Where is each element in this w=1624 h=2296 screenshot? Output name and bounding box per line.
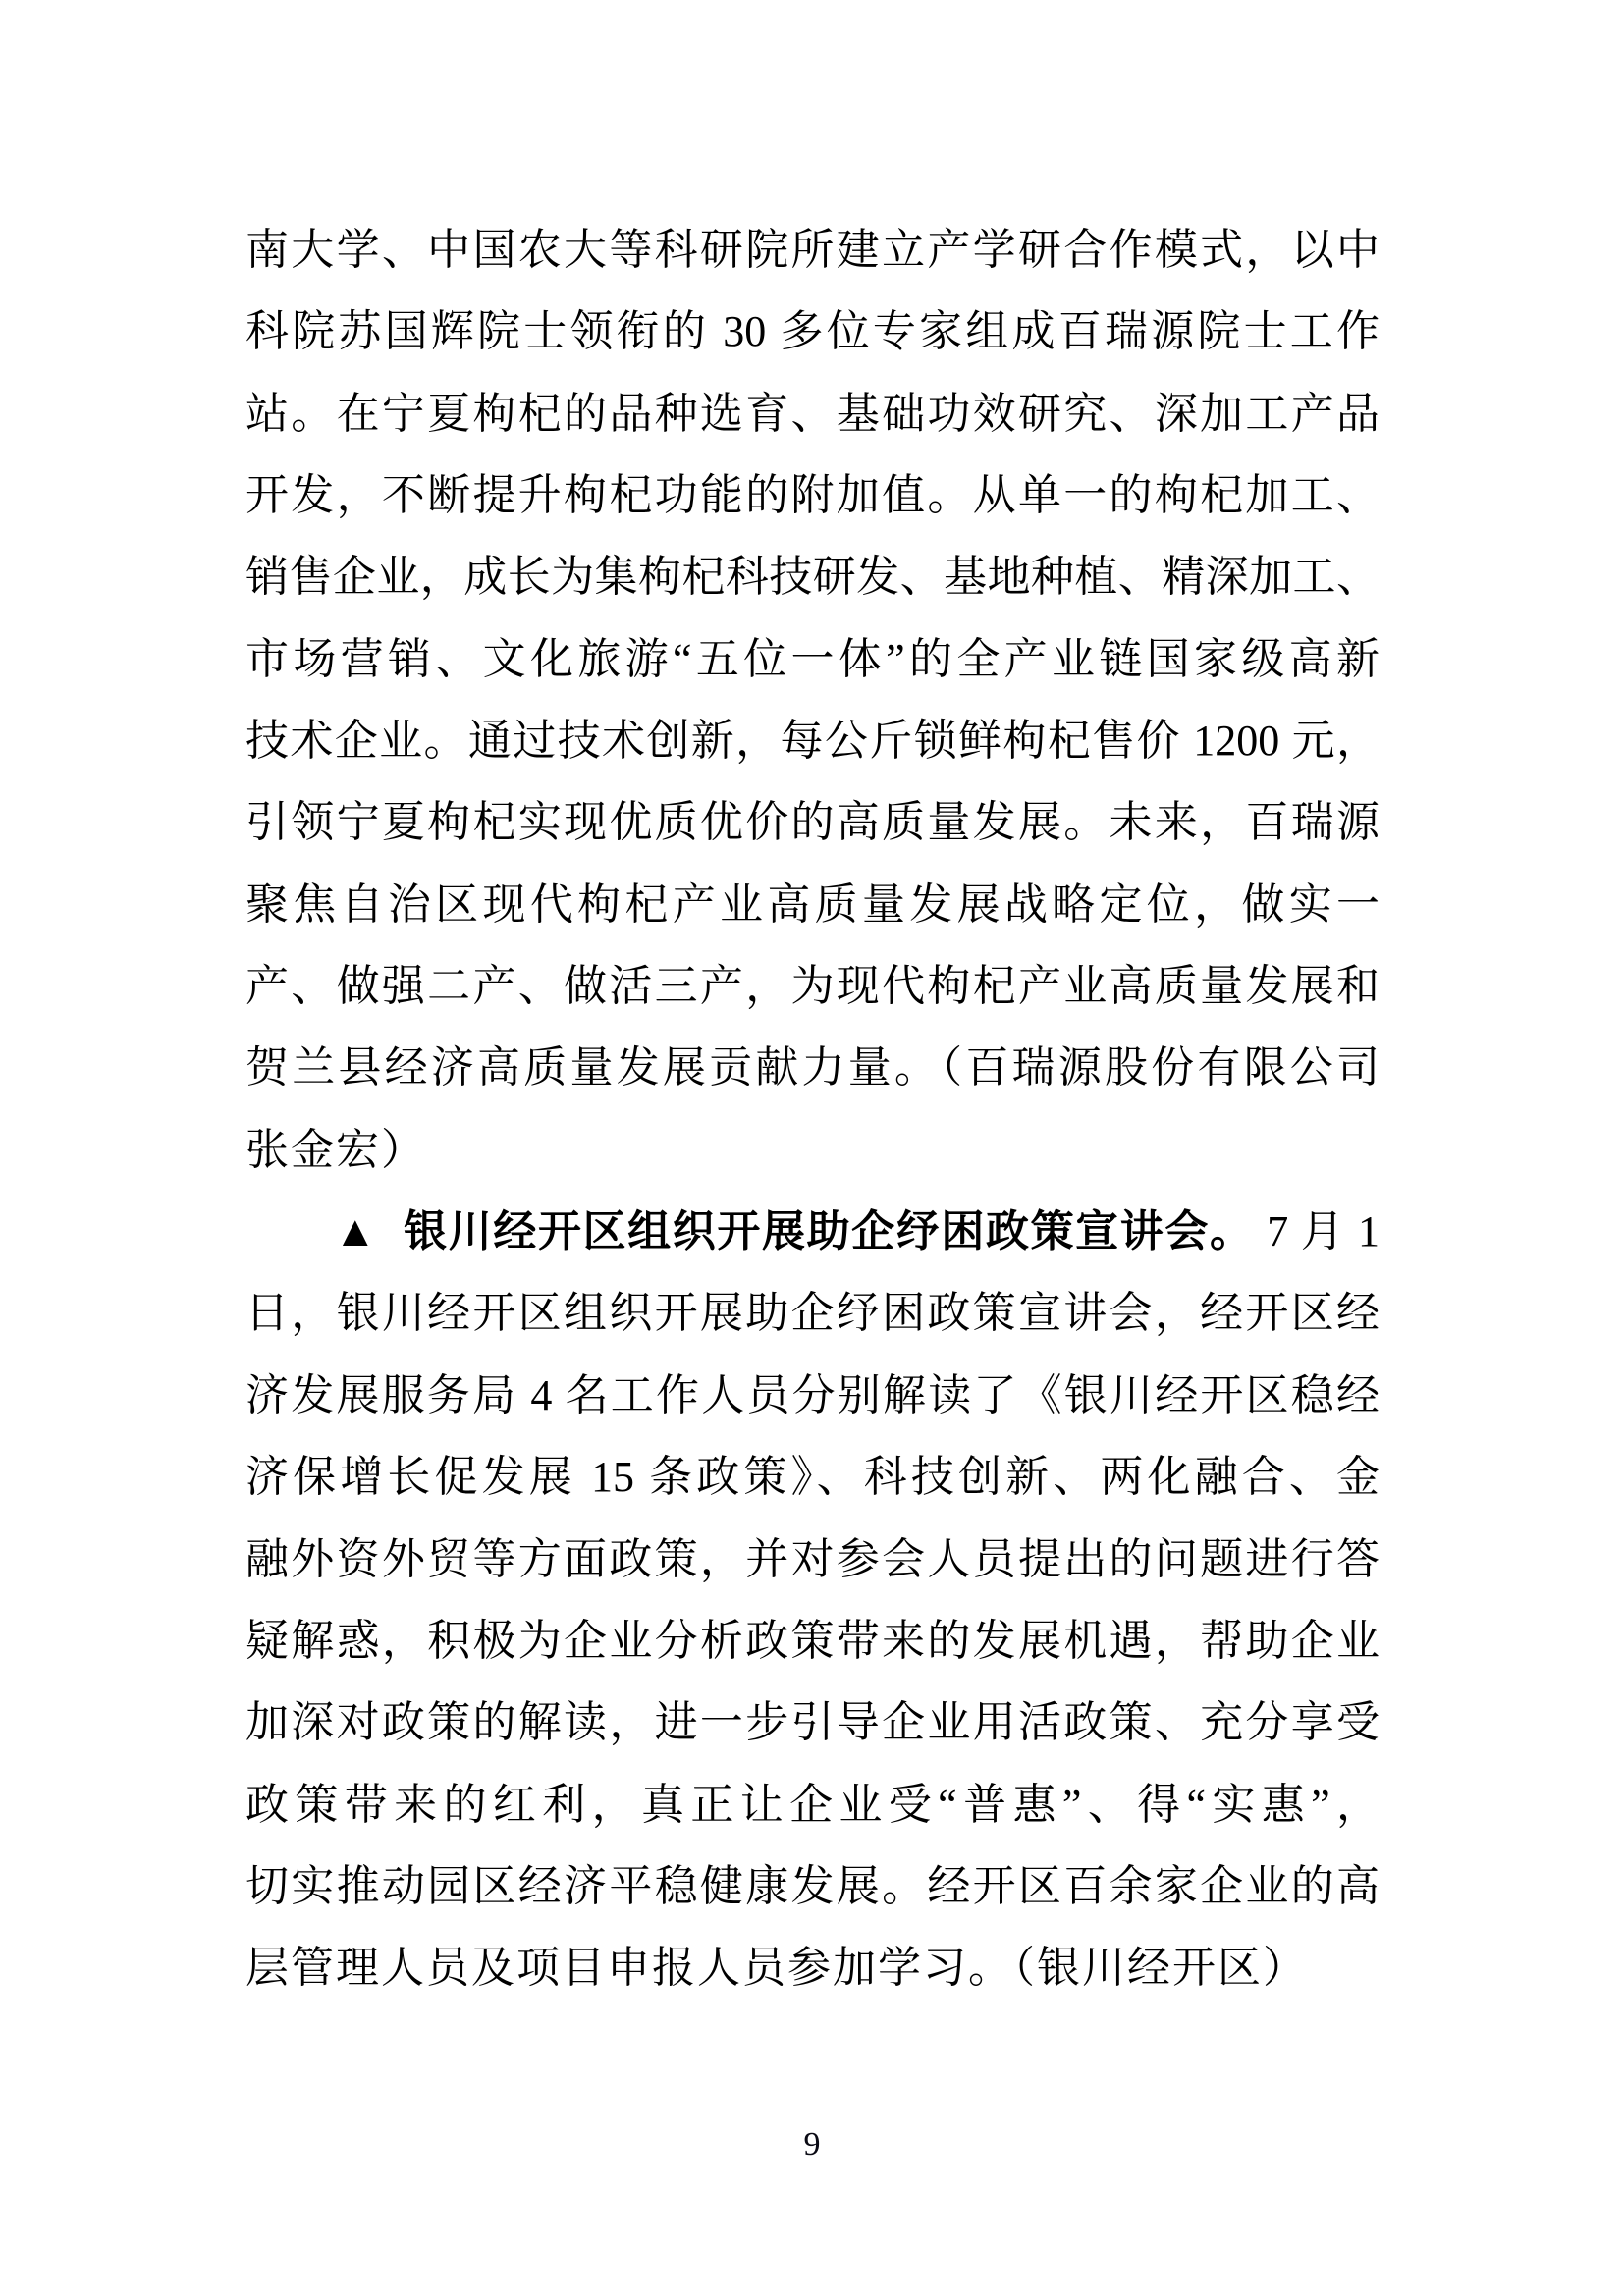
body-line: 融外资外贸等方面政策，并对参会人员提出的问题进行答 [245, 1534, 1380, 1583]
body-line: 科院苏国辉院士领衔的 30 多位专家组成百瑞源院士工作 [245, 307, 1380, 356]
bullet-triangle-icon: ▲ [334, 1207, 377, 1256]
heading-regular-text: 7 月 1 [1254, 1207, 1380, 1256]
body-line: 销售企业，成长为集枸杞科技研发、基地种植、精深加工、 [245, 553, 1380, 602]
heading-bold-text: 银川经开区组织开展助企纾困政策宣讲会。 [402, 1207, 1255, 1256]
body-line: 贺兰县经济高质量发展贡献力量。（百瑞源股份有限公司 [245, 1043, 1380, 1093]
body-line: 南大学、中国农大等科研院所建立产学研合作模式，以中 [245, 226, 1380, 274]
page-number: 9 [803, 2126, 821, 2163]
body-line: 政策带来的红利，真正让企业受“普惠”、得“实惠”， [245, 1780, 1380, 1829]
body-text-block [245, 209, 1380, 2009]
body-line: 聚焦自治区现代枸杞产业高质量发展战略定位，做实一 [245, 880, 1380, 929]
paragraph-end-line: 层管理人员及项目申报人员参加学习。（银川经开区） [245, 1944, 1308, 1993]
body-line: 济发展服务局 4 名工作人员分别解读了《银川经开区稳经 [245, 1370, 1380, 1419]
bullet-heading-line [245, 1191, 1380, 1272]
body-line: 产、做强二产、做活三产，为现代枸杞产业高质量发展和 [245, 962, 1380, 1011]
body-line: 站。在宁夏枸杞的品种选育、基础功效研究、深加工产品 [245, 389, 1380, 438]
body-line: 技术企业。通过技术创新，每公斤锁鲜枸杞售价 1200 元， [245, 717, 1380, 766]
body-line: 日，银川经开区组织开展助企纾困政策宣讲会，经开区经 [245, 1289, 1380, 1338]
body-line: 济保增长促发展 15 条政策》、科技创新、两化融合、金 [245, 1453, 1380, 1502]
paragraph-end-line: 张金宏） [245, 1125, 426, 1174]
body-line: 开发，不断提升枸杞功能的附加值。从单一的枸杞加工、 [245, 471, 1380, 520]
body-line: 切实推动园区经济平稳健康发展。经开区百余家企业的高 [245, 1861, 1380, 1910]
body-line: 疑解惑，积极为企业分析政策带来的发展机遇，帮助企业 [245, 1616, 1380, 1665]
body-line: 加深对政策的解读，进一步引导企业用活政策、充分享受 [245, 1698, 1380, 1747]
body-line: 市场营销、文化旅游“五位一体”的全产业链国家级高新 [245, 634, 1380, 683]
body-line: 引领宁夏枸杞实现优质优价的高质量发展。未来，百瑞源 [245, 798, 1380, 847]
